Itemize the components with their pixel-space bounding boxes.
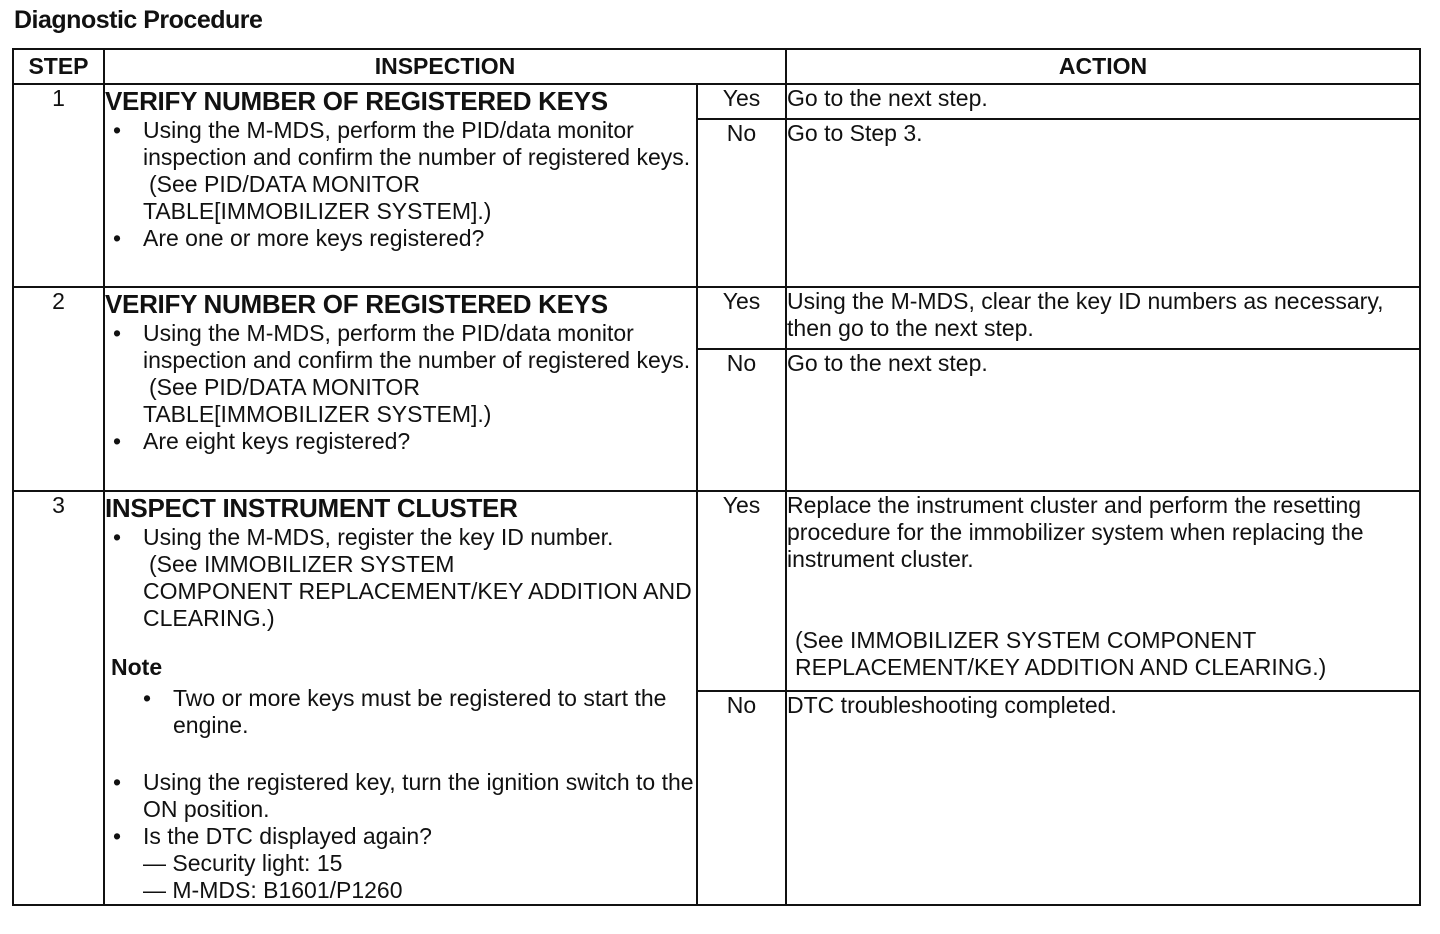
step-heading: VERIFY NUMBER OF REGISTERED KEYS [105, 289, 608, 319]
reference-link[interactable]: (See IMMOBILIZER SYSTEM COMPONENT REPLACEMENT/KEY ADDITION AND CLEARING.) [795, 627, 1327, 680]
yes-action: Go to the next step. [786, 84, 1420, 119]
reference-link[interactable]: (See PID/DATA MONITOR [149, 374, 420, 400]
note-item: • Two or more keys must be registered to start the engine. [173, 685, 696, 739]
yes-label: Yes [697, 84, 786, 119]
list-item: • Using the M-MDS, register the key ID number. (See IMMOBILIZER SYSTEM COMPONENT REPLACEMENT/KEY ADDITION AND CLEARING.) [143, 524, 696, 632]
list-item: • Using the M-MDS, perform the PID/data monitor inspection and confirm the number of registered keys. (See PID/DATA MONITOR TABLE[IMMOBILIZER SYSTEM].) [143, 320, 696, 428]
reference-link-cont[interactable]: TABLE[IMMOBILIZER SYSTEM].) [143, 198, 492, 224]
list-item: • Using the registered key, turn the ignition switch to the ON position. [143, 769, 696, 823]
yes-label: Yes [697, 287, 786, 349]
step-number: 2 [13, 287, 104, 491]
inspection-cell [104, 287, 697, 491]
step-number: 3 [13, 491, 104, 905]
reference-link[interactable]: (See PID/DATA MONITOR [149, 171, 420, 197]
step-number: 1 [13, 84, 104, 287]
step-heading: VERIFY NUMBER OF REGISTERED KEYS [105, 86, 608, 116]
header-inspection: INSPECTION [104, 49, 786, 84]
no-action: DTC troubleshooting completed. [786, 691, 1420, 905]
header-action: ACTION [786, 49, 1420, 84]
table-header-row [13, 49, 1420, 84]
list-item: • Is the DTC displayed again? — Security light: 15 — M-MDS: B1601/P1260 [143, 823, 696, 904]
table-row [13, 491, 1420, 691]
page-title: Diagnostic Procedure [14, 6, 263, 34]
no-label: No [697, 691, 786, 905]
no-label: No [697, 119, 786, 287]
inspection-cell [104, 491, 697, 905]
sub-item: — M-MDS: B1601/P1260 [143, 877, 403, 903]
yes-action: Using the M-MDS, clear the key ID numbers as necessary, then go to the next step. [786, 287, 1420, 349]
list-item: • Are eight keys registered? [143, 428, 696, 455]
diagnostic-table [12, 48, 1421, 906]
sub-item: — Security light: 15 [143, 850, 343, 876]
inspection-cell [104, 84, 697, 287]
yes-label: Yes [697, 491, 786, 691]
yes-action-cell [786, 491, 1420, 691]
list-item: • Using the M-MDS, perform the PID/data monitor inspection and confirm the number of registered keys. (See PID/DATA MONITOR TABLE[IMMOBILIZER SYSTEM].) [143, 117, 696, 225]
no-action: Go to the next step. [786, 349, 1420, 491]
yes-action: Replace the instrument cluster and perform the resetting procedure for the immobilizer system when replacing the instrument cluster. [787, 492, 1364, 572]
reference-link[interactable]: (See IMMOBILIZER SYSTEM [149, 551, 455, 577]
header-step: STEP [13, 49, 104, 84]
table-row [13, 84, 1420, 119]
no-action: Go to Step 3. [786, 119, 1420, 287]
list-item: • Are one or more keys registered? [143, 225, 696, 252]
step-heading: INSPECT INSTRUMENT CLUSTER [105, 493, 518, 523]
note-label: Note [111, 654, 163, 680]
no-label: No [697, 349, 786, 491]
table-row [13, 287, 1420, 349]
reference-link-cont[interactable]: TABLE[IMMOBILIZER SYSTEM].) [143, 401, 492, 427]
reference-link-cont[interactable]: COMPONENT REPLACEMENT/KEY ADDITION AND CLEARING.) [143, 578, 692, 631]
